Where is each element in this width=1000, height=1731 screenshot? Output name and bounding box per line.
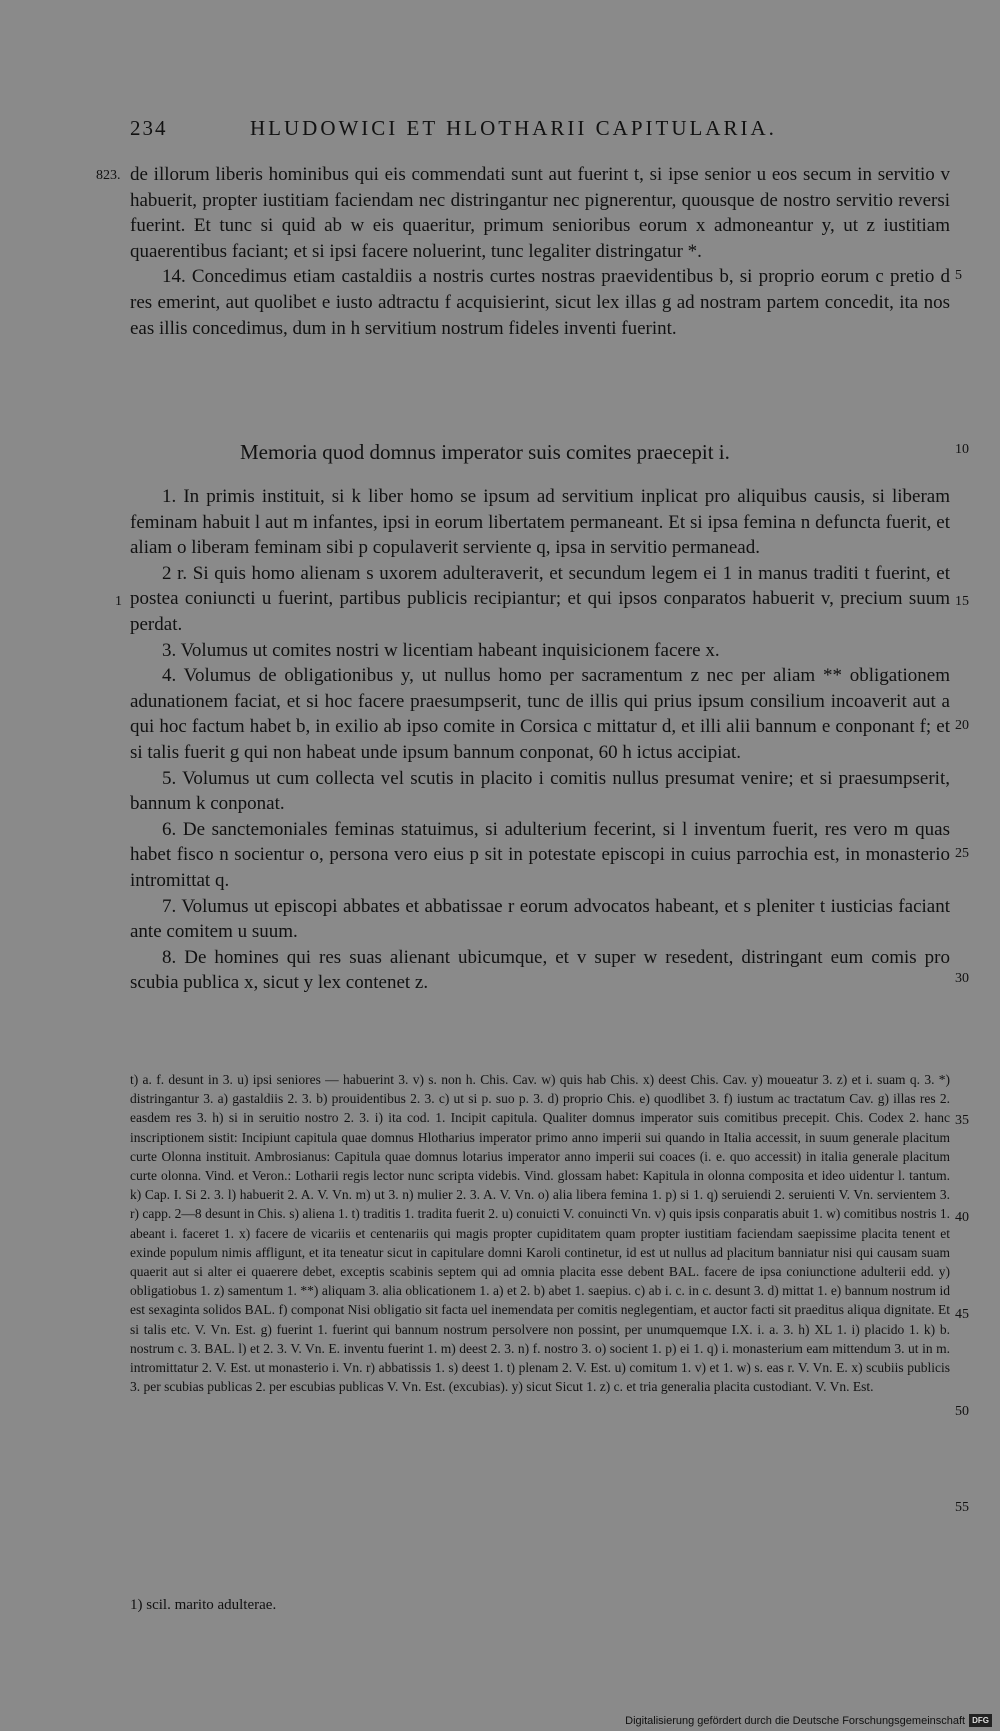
section-title: Memoria quod domnus imperator suis comites praecepit i. (240, 440, 730, 464)
paragraph-14: 14. Concedimus etiam castaldiis a nostris curtes nostras praevidentibus b, si proprio eorum c pretio d res emerint, aut quolibet e iusto adtractu f acquisierint, sicut lex illas g ad nostram partem concedit, ita nos eas illis concedimus, dum in h servitium nostrum fideles inventi fuerint. (130, 266, 950, 339)
margin-year: 823. (96, 168, 121, 183)
chapter-6: 6. De sanctemoniales feminas statuimus, si adulterium fecerint, si l inventum fuerit, res vero m quas habet fisco n socientur o, persona vero eius p sit in potestate episcopi in cuius parrochia est, in monasterio intromittat q. (130, 818, 950, 891)
margin-line-55: 55 (955, 1500, 969, 1515)
margin-line-20: 20 (955, 718, 969, 733)
chapter-5: 5. Volumus ut cum collecta vel scutis in placito i comitis nullus presumat venire; et si praesumpserit, bannum k conponat. (130, 767, 950, 815)
paragraph-13-end: de illorum liberis hominibus qui eis commendati sunt aut fuerint t, si ipse senior u eos secum in servitio v habuerit, propter iustitiam faciendam nec distringantur nec pignerentur, quousque de nostro servitio reversi fuerint. Et tunc si quid ab w eis quaeritur, primum senioribus eorum x admoneantur y, ut z iustitiam quaerentibus faciant; et si ipsi facere noluerint, tunc legaliter distringatur *. (130, 164, 950, 262)
credit-text: Digitalisierung gefördert durch die Deutsche Forschungsgemeinschaft (625, 1714, 966, 1727)
chapter-3: 3. Volumus ut comites nostri w licentiam habeant inquisicionem facere x. (162, 639, 720, 661)
chapter-7: 7. Volumus ut episcopi abbates et abbatissae r eorum advocatos habeant, et s pleniter t iusticias faciant ante comitem u suum. (130, 895, 950, 943)
chapter-1: 1. In primis instituit, si k liber homo se ipsum ad servitium inplicat pro aliquibus causis, si liberam feminam habuit l aut m infantes, ipsi in eorum libertatem permaneant. Et si ipsa femina n defuncta fuerit, et aliam o liberam feminam sibi p copulaverit serviente q, ipsa in servitio permanead. (130, 486, 950, 559)
margin-line-35: 35 (955, 1113, 969, 1128)
margin-line-10: 10 (955, 442, 969, 457)
margin-line-45: 45 (955, 1307, 969, 1322)
margin-line-50: 50 (955, 1404, 969, 1419)
margin-line-40: 40 (955, 1210, 969, 1225)
running-title: HLUDOWICI ET HLOTHARII CAPITULARIA. (250, 116, 777, 140)
dfg-logo: DFG (969, 1714, 992, 1727)
margin-line-30: 30 (955, 971, 969, 986)
chapter-2: 2 r. Si quis homo alienam s uxorem adulteraverit, et secundum legem ei 1 in manus traditi t fuerint, et postea coniuncti u fuerint, partibus publicis recipiantur; et qui ipsos conparatos habuerit v, precium suum perdat. (130, 562, 950, 635)
margin-line-5: 5 (955, 268, 962, 283)
critical-apparatus: t) a. f. desunt in 3. u) ipsi seniores — habuerint 3. v) s. non h. Chis. Cav. w) quis hab Chis. x) deest Chis. Cav. y) moueatur 3. z) et i. suam q. 3. *) distringantur 3. a) gastaldiis 2. 3. b) prouidentibus 2. 3. c) ut si p. suo p. 3. d) proprio Chis. e) quodlibet 3. f) iustum ac tractatum Cav. g) illas res 2. easdem res 3. h) si in seruitio nostro 2. 3. i) ita cod. 1. Incipit capitula. Qualiter domnus imperator suis comitibus precepit. Chis. Codex 2. hanc inscriptionem sistit: Incipiunt capitula quae domnus Hlotharius imperator primo anno imperii sui quando in Italia accessit, in suum generale placitum curte Olonna instituit. Ambrosianus: Capitula quae domnus lotarius imperator anno imperii sui coaces (i. e. quo accessit) in italia generale placitum curte olonna. Vind. et Veron.: Lotharii regis lector nunc scripta videbis. Vind. glossam habet: Kapitula in olonna composita et ideo uidentur l. tantum. k) Cap. I. Si 2. 3. l) habuerit 2. A. V. Vn. m) ut 3. n) mulier 2. 3. A. V. Vn. o) alia libera femina 1. p) si 1. q) seruiendi 2. seruienti V. Vn. servientem 3. r) capp. 2—8 desunt in Chis. s) aliena 1. t) traditis 1. tradita fuerit 2. u) conuicti V. conuincti Vn. v) quis ipsis conparatis abuit 1. w) comitibus nostris 1. abeant i. faceret 1. x) facere de vicariis et centenariis qui magis propter cupiditatem quam propter iustitiam faciendam saepissime placita tenent et exinde populum nimis affligunt, et ita teneatur sicut in capitulare domni Karoli continetur, id est ut nullus ad placitum banniatur nisi qui causam suam quaerit aut si alter ei quaerere debet, exceptis scabinis septem qui ad omnia placita esse debent BAL. facere de ipsa coniunctione adulterii edd. y) obligatiobus 1. z) samentum 1. **) aliquam 3. alia oblicationem 1. a) et 2. b) abet 1. saepius. c) ab i. c. in c. desunt 3. d) mittat 1. e) bannum nostrum id est sexaginta solidos BAL. f) componat Nisi obligatio sit facta uel inemendata per comitis neglegentiam, et auctor facti sit praeditus aliqua dignitate. Et si talis etc. V. Vn. Est. g) fuerint 1. fuerint qui bannum nostrum persolvere non possint, per unumquemque I.X. i. a. 3. h) XL 1. i) placido 1. k) b. nostrum c. 3. BAL. l) et 2. 3. V. Vn. E. inventu fuerint 1. m) deest 2. 3. n) f. nostro 3. o) socient 1. p) ei 1. q) i. monasterium eam mittendum 3. ut in m. intromittatur 2. V. Est. ut monasterio i. Vn. r) abbatissis 1. s) deest 1. t) plenam 2. V. Est. u) comitum 1. v) et 1. w) s. eas r. V. Vn. E. x) scubiis publicis 3. per scubias publicas 2. per escubias publicas V. Vn. Est. (excubias). y) sicut Sicut 1. z) c. et tria generalia placita custodiant. V. Vn. Est. (130, 1072, 950, 1395)
chapter-8: 8. De homines qui res suas alienant ubicumque, et v super w resedent, distringant eum comis pro scubia publica x, sicut y lex contenet z. (130, 946, 950, 994)
margin-line-15: 15 (955, 594, 969, 609)
memoria-body (130, 484, 950, 996)
chapter-4: 4. Volumus de obligationibus y, ut nullus homo per sacramentum z nec per aliam ** obligationem adunationem faciat, et si hoc facere praesumpserit, tunc de illis qui prius ipsum consilium incoaverit aut a qui hoc factum habet b, in exilio ab ipso comite in Corsica c mittatur d, et illi alii bannum e conponant f; et si talis fuerit g qui non habeat unde ipsum bannum conponat, 60 h ictus accipiat. (130, 665, 950, 763)
footnote: 1) scil. marito adulterae. (130, 1597, 277, 1613)
margin-line-25: 25 (955, 846, 969, 861)
page-number: 234 (130, 116, 168, 140)
digitization-credit (625, 1714, 992, 1727)
margin-ref-1: 1 (115, 594, 122, 609)
top-text (130, 162, 950, 341)
